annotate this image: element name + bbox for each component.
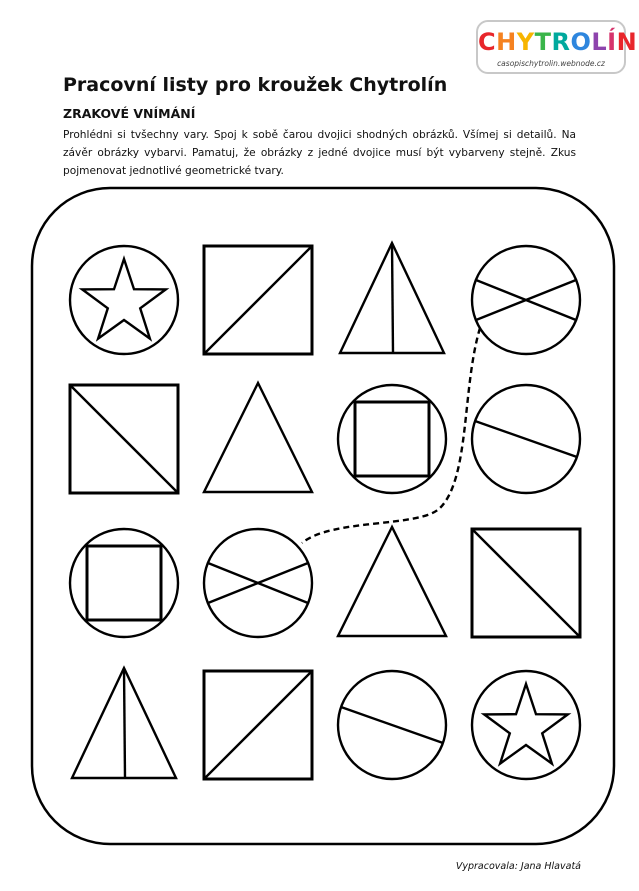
triangle-plain-shape[interactable] <box>338 527 446 636</box>
circle-with-star-shape[interactable] <box>472 671 580 779</box>
logo-url: casopischytrolin.webnode.cz <box>497 59 605 68</box>
logo-letter: T <box>534 28 552 56</box>
triangle-plain-shape[interactable] <box>204 383 312 492</box>
logo-letter: Y <box>516 28 535 56</box>
circle-with-cross-shape[interactable] <box>472 246 580 354</box>
logo-letter: C <box>478 28 497 56</box>
logo-letter: O <box>570 28 592 56</box>
triangle-with-median-shape[interactable] <box>72 668 176 778</box>
triangle-with-median-shape[interactable] <box>340 243 444 353</box>
circle-with-square-shape[interactable] <box>70 529 178 637</box>
circle-with-square-shape[interactable] <box>338 385 446 493</box>
circle-with-chord-shape[interactable] <box>338 671 446 779</box>
circle-with-cross-shape[interactable] <box>204 529 312 637</box>
logo-letter: Í <box>607 28 617 56</box>
logo-letter: R <box>551 28 571 56</box>
section-subtitle: ZRAKOVÉ VNÍMÁNÍ <box>63 106 196 121</box>
author-credit: Vypracovala: Jana Hlavatá <box>455 861 581 872</box>
logo-letter: L <box>591 28 608 56</box>
example-connection-line <box>302 328 480 543</box>
logo-letter: H <box>496 28 517 56</box>
logo-letter: N <box>616 28 638 56</box>
square-with-diagonal-down-shape[interactable] <box>472 529 580 637</box>
instructions-text: Prohlédni si tvšechny vary. Spoj k sobě čarou dvojici shodných obrázků. Všímej si detailů. Na závěr obrázky vybarvi. Pamatuj, že obrázky z jedné dvojice musí být vybarveny stejně. Zkus pojmenovat jednotlivé geometrické tvary. <box>63 129 576 177</box>
square-with-diagonal-up-shape[interactable] <box>204 246 312 354</box>
square-with-diagonal-down-shape[interactable] <box>70 385 178 493</box>
circle-with-chord-shape[interactable] <box>472 385 580 493</box>
square-with-diagonal-up-shape[interactable] <box>204 671 312 779</box>
circle-with-star-shape[interactable] <box>70 246 178 354</box>
page-title: Pracovní listy pro kroužek Chytrolín <box>63 74 448 96</box>
